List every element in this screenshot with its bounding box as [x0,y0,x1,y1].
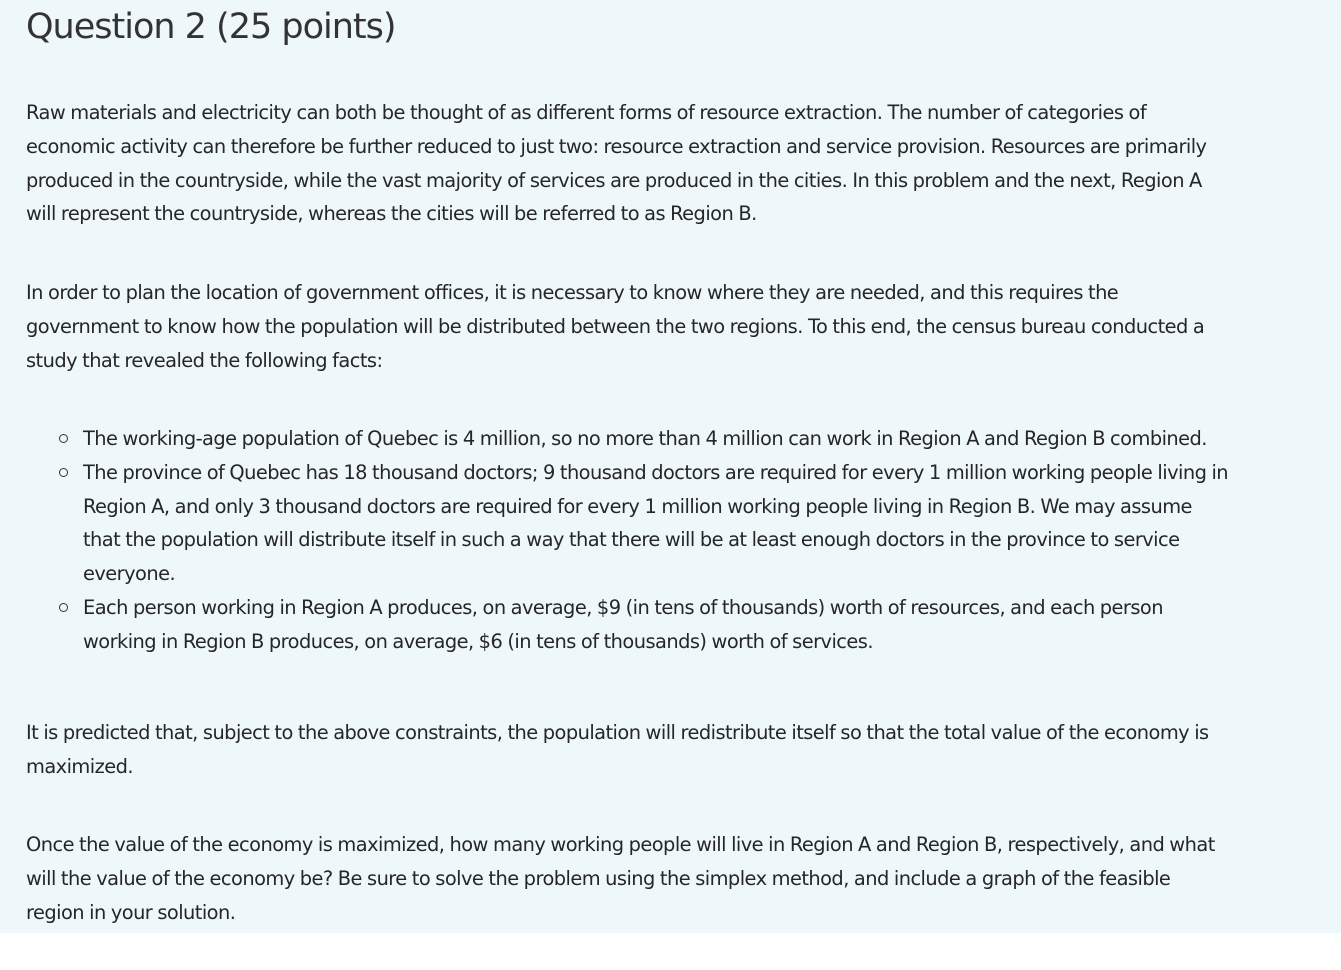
question-title: Question 2 (25 points) [26,7,396,47]
paragraph-line: economic activity can therefore be further reduced to just two: resource extraction and service provision. Resources are primarily [26,134,1207,158]
paragraph-line: Raw materials and electricity can both be thought of as different forms of resource extraction. The number of categories of [26,101,1147,124]
list-item [26,456,1338,591]
paragraph-line: It is predicted that, subject to the above constraints, the population will redistribute itself so that the total value of the economy is [26,721,1209,744]
hollow-circle-bullet-icon [59,434,68,443]
prediction-paragraph [26,716,1332,784]
list-item [26,591,1338,659]
list-item-line: The province of Quebec has 18 thousand doctors; 9 thousand doctors are required for every 1 million working people living in [83,460,1229,484]
paragraph-line: government to know how the population will be distributed between the two regions. To this end, the census bureau conducted a [26,314,1205,338]
question-paragraph [26,828,1332,929]
paragraph-line: will represent the countryside, whereas the cities will be referred to as Region B. [26,202,757,226]
paragraph-line: produced in the countryside, while the vast majority of services are produced in the cities. In this problem and the next, Region A [26,168,1202,192]
paragraph-line: maximized. [26,754,133,778]
paragraph-line: In order to plan the location of government offices, it is necessary to know where they are needed, and this requires the [26,281,1119,304]
list-item-line: Each person working in Region A produces, on average, $9 (in tens of thousands) worth of resources, and each person [83,595,1163,619]
list-item-line: everyone. [83,562,176,586]
facts-list [26,422,1338,659]
paragraph-line: will the value of the economy be? Be sure to solve the problem using the simplex method, and include a graph of the feasible [26,866,1171,890]
census-paragraph [26,276,1332,377]
list-item [26,422,1338,456]
list-item-line: that the population will distribute itself in such a way that there will be at least enough doctors in the province to service [83,528,1180,552]
hollow-circle-bullet-icon [59,468,68,477]
list-item-line: Region A, and only 3 thousand doctors are required for every 1 million working people living in Region B. We may assume [83,494,1192,518]
intro-paragraph [26,96,1332,231]
list-item-line: working in Region B produces, on average, $6 (in tens of thousands) worth of services. [83,629,873,653]
paragraph-line: Once the value of the economy is maximized, how many working people will live in Region A and Region B, respectively, and what [26,833,1215,856]
paragraph-line: study that revealed the following facts: [26,348,383,372]
paragraph-line: region in your solution. [26,900,236,924]
list-item-line: The working-age population of Quebec is 4 million, so no more than 4 million can work in Region A and Region B combined. [83,427,1207,450]
hollow-circle-bullet-icon [59,603,68,612]
